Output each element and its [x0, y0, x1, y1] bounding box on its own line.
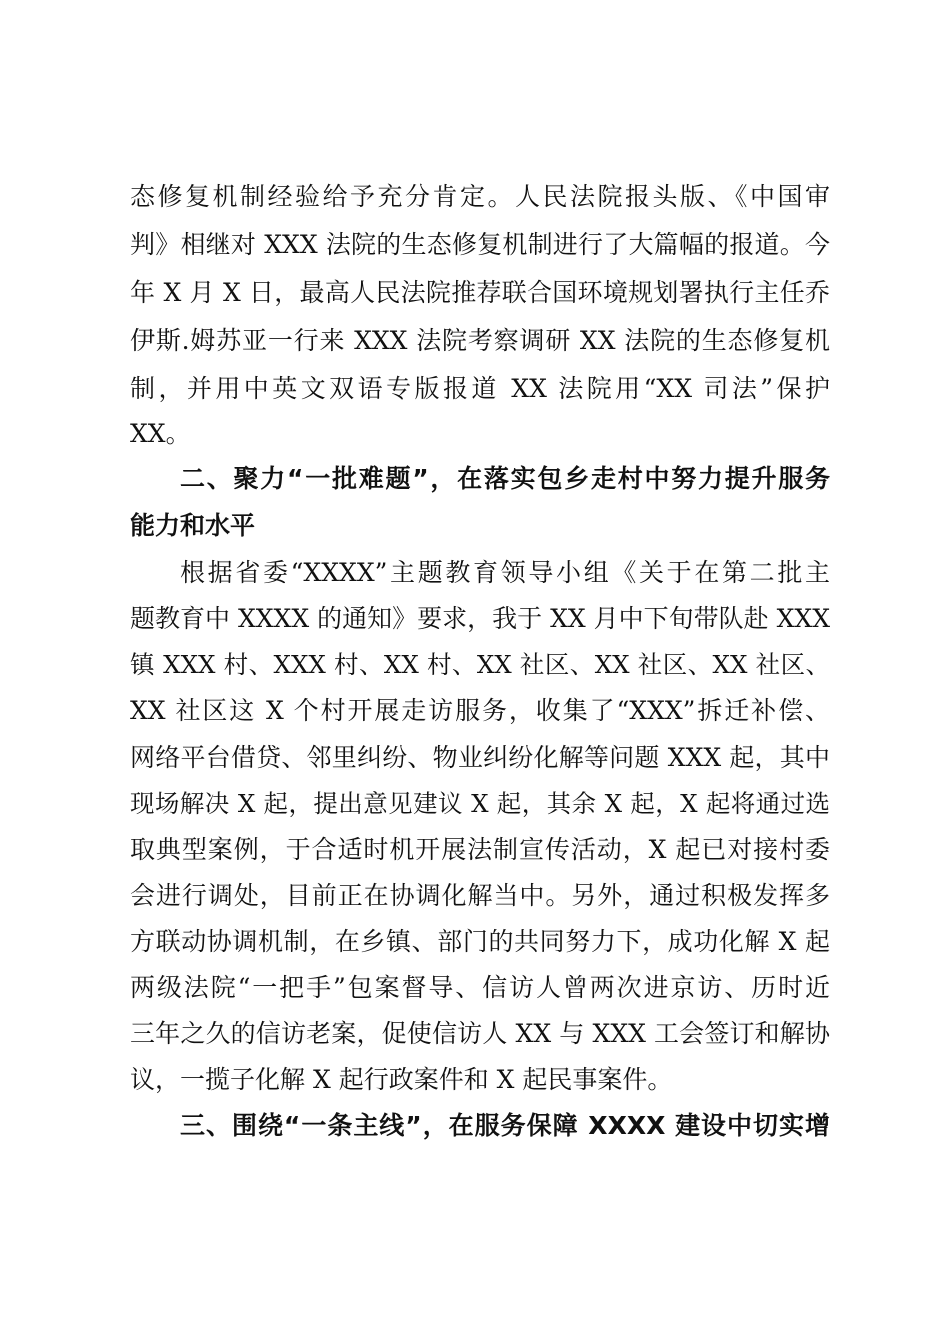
- paragraph-2-line-4: XX 社区这 X 个村开展走访服务，收集了“XXX”拆迁补偿、: [130, 696, 830, 725]
- paragraph-2-line-12: 议，一揽子化解 X 起行政案件和 X 起民事案件。: [130, 1065, 673, 1094]
- section-heading-2-line-2: 能力和水平: [130, 511, 256, 540]
- paragraph-2-line-5: 网络平台借贷、邻里纠纷、物业纠纷化解等问题 XXX 起，其中: [130, 743, 830, 772]
- section-heading-2-line-1: 二、聚力“一批难题”，在落实包乡走村中努力提升服务: [180, 464, 830, 493]
- paragraph-2-line-10: 两级法院“一把手”包案督导、信访人曾两次进京访、历时近: [130, 973, 830, 1002]
- paragraph-2-line-3: 镇 XXX 村、XXX 村、XX 村、XX 社区、XX 社区、XX 社区、: [130, 650, 830, 679]
- paragraph-2-line-8: 会进行调处，目前正在协调化解当中。另外，通过积极发挥多: [130, 881, 830, 910]
- section-heading-3-line-1: 三、围绕“一条主线”，在服务保障 XXXX 建设中切实增: [180, 1111, 830, 1140]
- paragraph-1-line-5: 制，并用中英文双语专版报道 XX 法院用“XX 司法”保护: [130, 374, 830, 403]
- paragraph-1-line-6: XX。: [130, 419, 191, 448]
- paragraph-2-line-1: 根据省委“XXXX”主题教育领导小组《关于在第二批主: [180, 558, 830, 587]
- paragraph-2-line-6: 现场解决 X 起，提出意见建议 X 起，其余 X 起，X 起将通过选: [130, 789, 830, 818]
- paragraph-1-line-2: 判》相继对 XXX 法院的生态修复机制进行了大篇幅的报道。今: [130, 230, 830, 259]
- paragraph-2-line-9: 方联动协调机制，在乡镇、部门的共同努力下，成功化解 X 起: [130, 927, 830, 956]
- paragraph-2-line-11: 三年之久的信访老案，促使信访人 XX 与 XXX 工会签订和解协: [130, 1019, 830, 1048]
- paragraph-1-line-1: 态修复机制经验给予充分肯定。人民法院报头版、《中国审: [130, 182, 830, 211]
- paragraph-2-line-2: 题教育中 XXXX 的通知》要求，我于 XX 月中下旬带队赴 XXX: [130, 604, 830, 633]
- paragraph-1-line-3: 年 X 月 X 日，最高人民法院推荐联合国环境规划署执行主任乔: [130, 278, 830, 307]
- paragraph-2-line-7: 取典型案例，于合适时机开展法制宣传活动，X 起已对接村委: [130, 835, 830, 864]
- paragraph-1-line-4: 伊斯.姆苏亚一行来 XXX 法院考察调研 XX 法院的生态修复机: [130, 326, 830, 355]
